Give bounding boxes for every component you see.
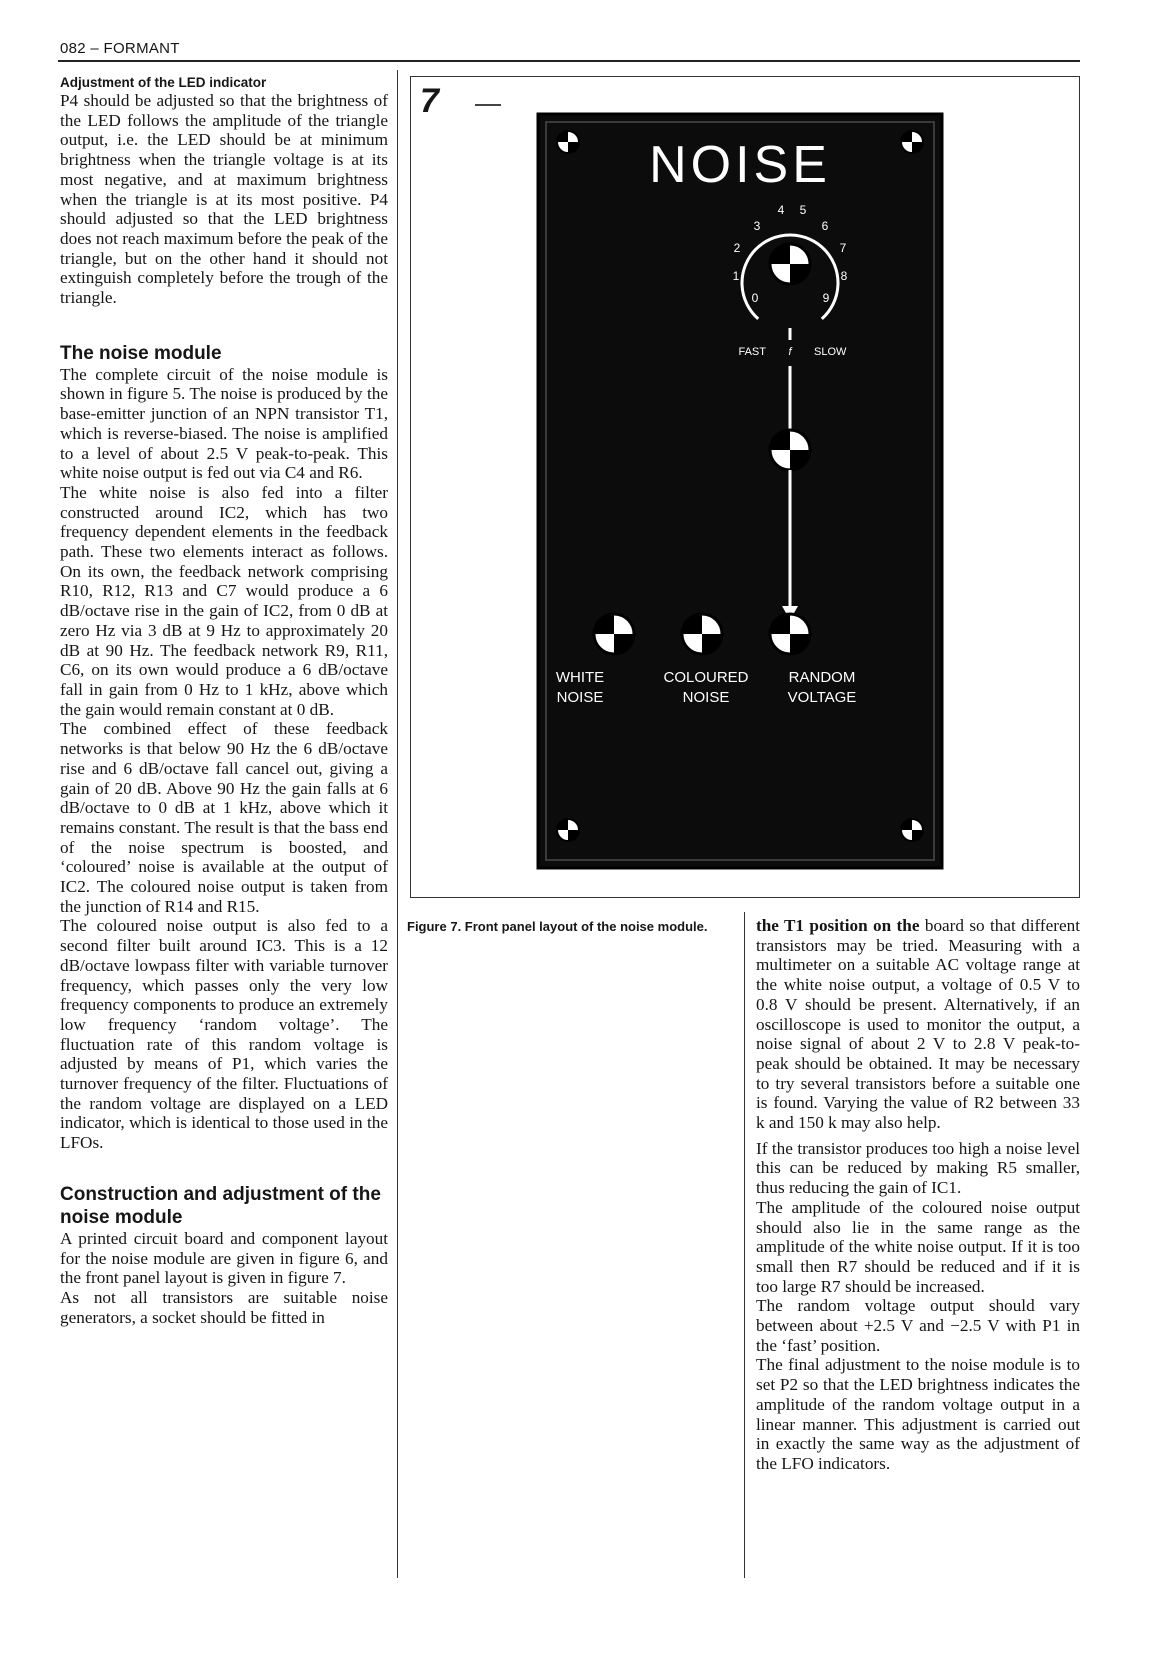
noise-module-paragraph-4: The coloured noise output is also fed to a second filter built around IC3. This is a 12 dB/octave lowpass filter with variable turnover frequency, which passes only the very low frequency components to produce an extremely low frequency ‘random voltage’. The fluctuation rate of this random voltage is adjusted by means of P1, which varies the turnover frequency of the filter. Fluctuations of the random voltage are displayed on a LED indicator, which is identical to those used in the LFOs. (60, 916, 388, 1153)
random-voltage-jack (770, 614, 810, 654)
screw-bottom-right (901, 819, 923, 841)
column-divider-right (744, 912, 745, 1578)
construction-paragraph-1: A printed circuit board and component layout for the noise module are given in figure 6, and the front panel layout is given in figure 7. (60, 1228, 388, 1288)
figure-caption: Figure 7. Front panel layout of the noise module. (407, 919, 708, 934)
front-panel-figure (530, 106, 950, 876)
output-label-noise: NOISE (556, 689, 604, 706)
led-indicator (770, 430, 810, 470)
output-label-white: WHITE (555, 669, 605, 686)
noise-module-paragraph-2: The white noise is also fed into a filter constructed around IC2, which has two frequency dependent elements in the feedback path. These two elements interact as follows. On its own, the feedback network comprising R10, R12, R13 and C7 would produce a 6 dB/octave rise in the gain of IC2, from 0 dB at zero Hz via 3 dB at 9 Hz to approximately 20 dB at 90 Hz. The feedback network R9, R11, C6, on its own would produce a 6 dB/octave fall in gain from 0 Hz to 1 kHz, above which the gain would remain constant at 0 dB. (60, 482, 388, 719)
white-noise-jack (594, 614, 634, 654)
dial-number: 2 (733, 241, 741, 255)
construction-heading: Construction and adjustment of the noise module (60, 1183, 381, 1228)
dial-number: 5 (799, 203, 807, 217)
dial-number: 4 (777, 203, 785, 217)
dial-number: 6 (821, 219, 829, 233)
rate-label-slow: SLOW (814, 346, 847, 358)
led-adjustment-paragraph: P4 should be adjusted so that the brightness of the LED follows the amplitude of the triangle output, i.e. the LED should be at minimum brightness when the triangle voltage is at its most negative, and at maximum brightness when the triangle is at its most positive. P4 should adjusted so that the LED brightness does not reach maximum before the peak of the triangle, but on the other hand it should not extinguish completely before the trough of the triangle. (60, 91, 388, 308)
rate-label-fast: FAST (738, 346, 766, 358)
rate-label-f: f (788, 346, 792, 358)
noise-module-heading: The noise module (60, 342, 222, 364)
screw-top-right (901, 131, 923, 153)
screw-top-left (557, 131, 579, 153)
construction-paragraph-2: As not all transistors are suitable noise generators, a socket should be fitted in (60, 1287, 388, 1327)
right-paragraph-1-text: board so that different transistors may be tried. Measuring with a multimeter on a suitable AC voltage range at the white noise output, a voltage of 0.5 V to 0.8 V should be present. Alternatively, if an oscilloscope is used to monitor the output, a noise signal of about 2 V to 2.8 V peak-to-peak should be obtained. It may be necessary to try several transistors before a suitable one is found. Varying the value of R2 between 33 k and 150 k may also help. (756, 916, 1080, 1133)
dial-number: 7 (839, 241, 847, 255)
output-label-voltage: VOLTAGE (787, 689, 857, 706)
led-adjustment-heading: Adjustment of the LED indicator (60, 75, 267, 90)
right-column (756, 916, 1080, 1474)
output-label-random: RANDOM (788, 669, 856, 686)
panel-background (538, 114, 942, 868)
right-paragraph-4: The random voltage output should vary between about +2.5 V and −2.5 V with P1 in the ‘fast’ position. (756, 1296, 1080, 1355)
dial-number: 0 (751, 291, 759, 305)
column-divider-left (397, 70, 398, 1578)
lead-in-text: the T1 position on the (756, 916, 920, 935)
screw-bottom-left (557, 819, 579, 841)
dial-number: 3 (753, 219, 761, 233)
panel-title: NOISE (649, 136, 831, 194)
dial-number: 1 (732, 269, 740, 283)
dial-number: 8 (840, 269, 848, 283)
coloured-noise-jack (682, 614, 722, 654)
dial-number: 9 (822, 291, 830, 305)
left-column (60, 74, 388, 1327)
output-label-coloured: COLOURED (663, 669, 749, 686)
noise-module-paragraph-3: The combined effect of these feedback networks is that below 90 Hz the 6 dB/octave rise and 6 dB/octave fall cancel out, giving a gain of 20 dB. Above 90 Hz the gain falls at 6 dB/octave to 0 dB at 1 kHz, above which it remains constant. The result is that the bass end of the noise spectrum is boosted, and ‘coloured’ noise is available at the output of IC2. The coloured noise output is taken from the junction of R14 and R15. (60, 719, 388, 916)
right-paragraph-5: The final adjustment to the noise module is to set P2 so that the LED brightness indicates the amplitude of the random voltage output in a linear manner. This adjustment is carried out in exactly the same way as the adjustment of the LFO indicators. (756, 1355, 1080, 1473)
running-header: 082 – FORMANT (60, 40, 180, 57)
figure-number: 7 (420, 82, 439, 120)
header-rule (58, 60, 1080, 62)
figure-number-dash (475, 104, 501, 106)
rate-knob (770, 244, 810, 284)
output-label-noise: NOISE (682, 689, 730, 706)
right-paragraph-2: If the transistor produces too high a noise level this can be reduced by making R5 smaller, thus reducing the gain of IC1. (756, 1138, 1080, 1198)
right-paragraph-1 (756, 916, 1080, 1133)
right-paragraph-3: The amplitude of the coloured noise output should also lie in the same range as the amplitude of the white noise output. If it is too small then R7 should be reduced and if it is too large R7 should be increased. (756, 1197, 1080, 1296)
noise-module-paragraph-1: The complete circuit of the noise module is shown in figure 5. The noise is produced by the base-emitter junction of an NPN transistor T1, which is reverse-biased. The noise is amplified to a level of about 2.5 V peak-to-peak. This white noise output is fed out via C4 and R6. (60, 364, 388, 483)
